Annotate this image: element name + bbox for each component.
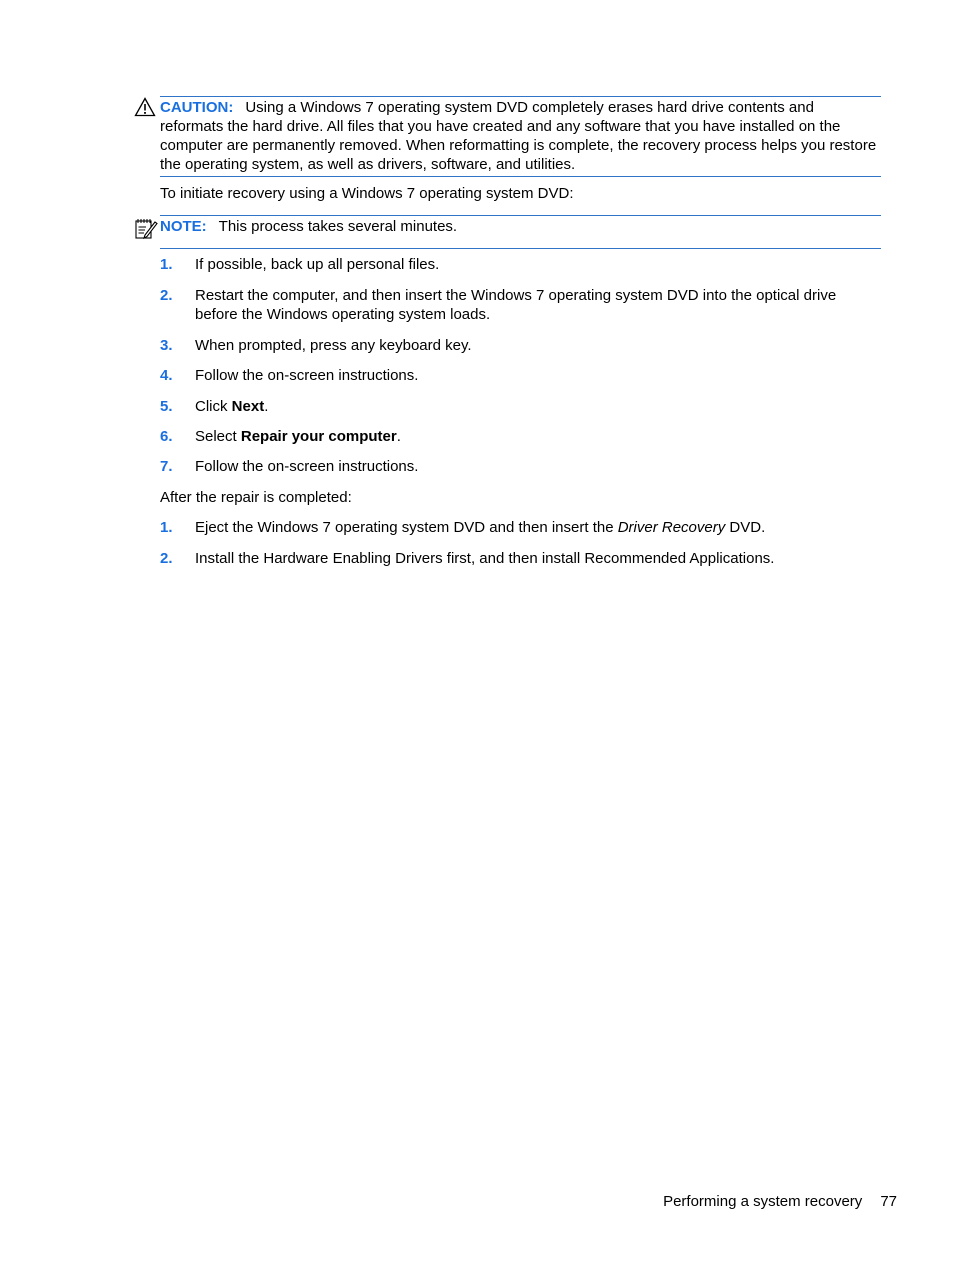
step-text: Click Next. [195, 398, 269, 415]
ui-term-repair: Repair your computer [240, 428, 397, 445]
note-label: NOTE: [160, 218, 207, 235]
step-number: 1. [160, 519, 173, 536]
step-number: 6. [160, 428, 173, 445]
step-text: Eject the Windows 7 operating system DVD and then insert the Driver Recovery DVD. [195, 519, 766, 536]
product-name: Driver Recovery [617, 519, 726, 536]
note-text: This process takes several minutes. [218, 218, 458, 235]
caution-text: Using a Windows 7 operating system DVD completely erases hard drive contents and reformats the hard drive. All files that you have created and any software that you have installed on the computer are permanently removed. When reformatting is complete, the recovery process helps you restore the operating system, as well as drivers, software, and utilities. [160, 99, 877, 173]
step-text: When prompted, press any keyboard key. [195, 337, 472, 354]
footer-section-title: Performing a system recovery [663, 1193, 863, 1210]
page-number: 77 [880, 1193, 897, 1210]
ui-term-next: Next [231, 398, 265, 415]
page-footer [600, 1192, 897, 1211]
step-number: 4. [160, 367, 173, 384]
caution-label: CAUTION: [160, 99, 234, 116]
step-number: 5. [160, 398, 173, 415]
note-pad-icon [134, 216, 158, 245]
step-text: Follow the on-screen instructions. [195, 367, 419, 384]
step-number: 7. [160, 458, 173, 475]
caution-callout [160, 96, 881, 177]
step-text: Follow the on-screen instructions. [195, 458, 419, 475]
step-number: 2. [160, 287, 173, 304]
step-number: 1. [160, 256, 173, 273]
warning-triangle-icon [134, 97, 156, 122]
step-text: Restart the computer, and then insert the Windows 7 operating system DVD into the optical drive before the Windows operating system loads. [195, 287, 837, 323]
intro-paragraph: To initiate recovery using a Windows 7 operating system DVD: [160, 185, 574, 202]
step-text: Select Repair your computer. [195, 428, 401, 445]
step-number: 3. [160, 337, 173, 354]
after-paragraph: After the repair is completed: [160, 489, 352, 506]
step-number: 2. [160, 550, 173, 567]
step-text: If possible, back up all personal files. [195, 256, 440, 273]
note-callout [160, 215, 881, 249]
step-text: Install the Hardware Enabling Drivers first, and then install Recommended Applications. [195, 550, 775, 567]
